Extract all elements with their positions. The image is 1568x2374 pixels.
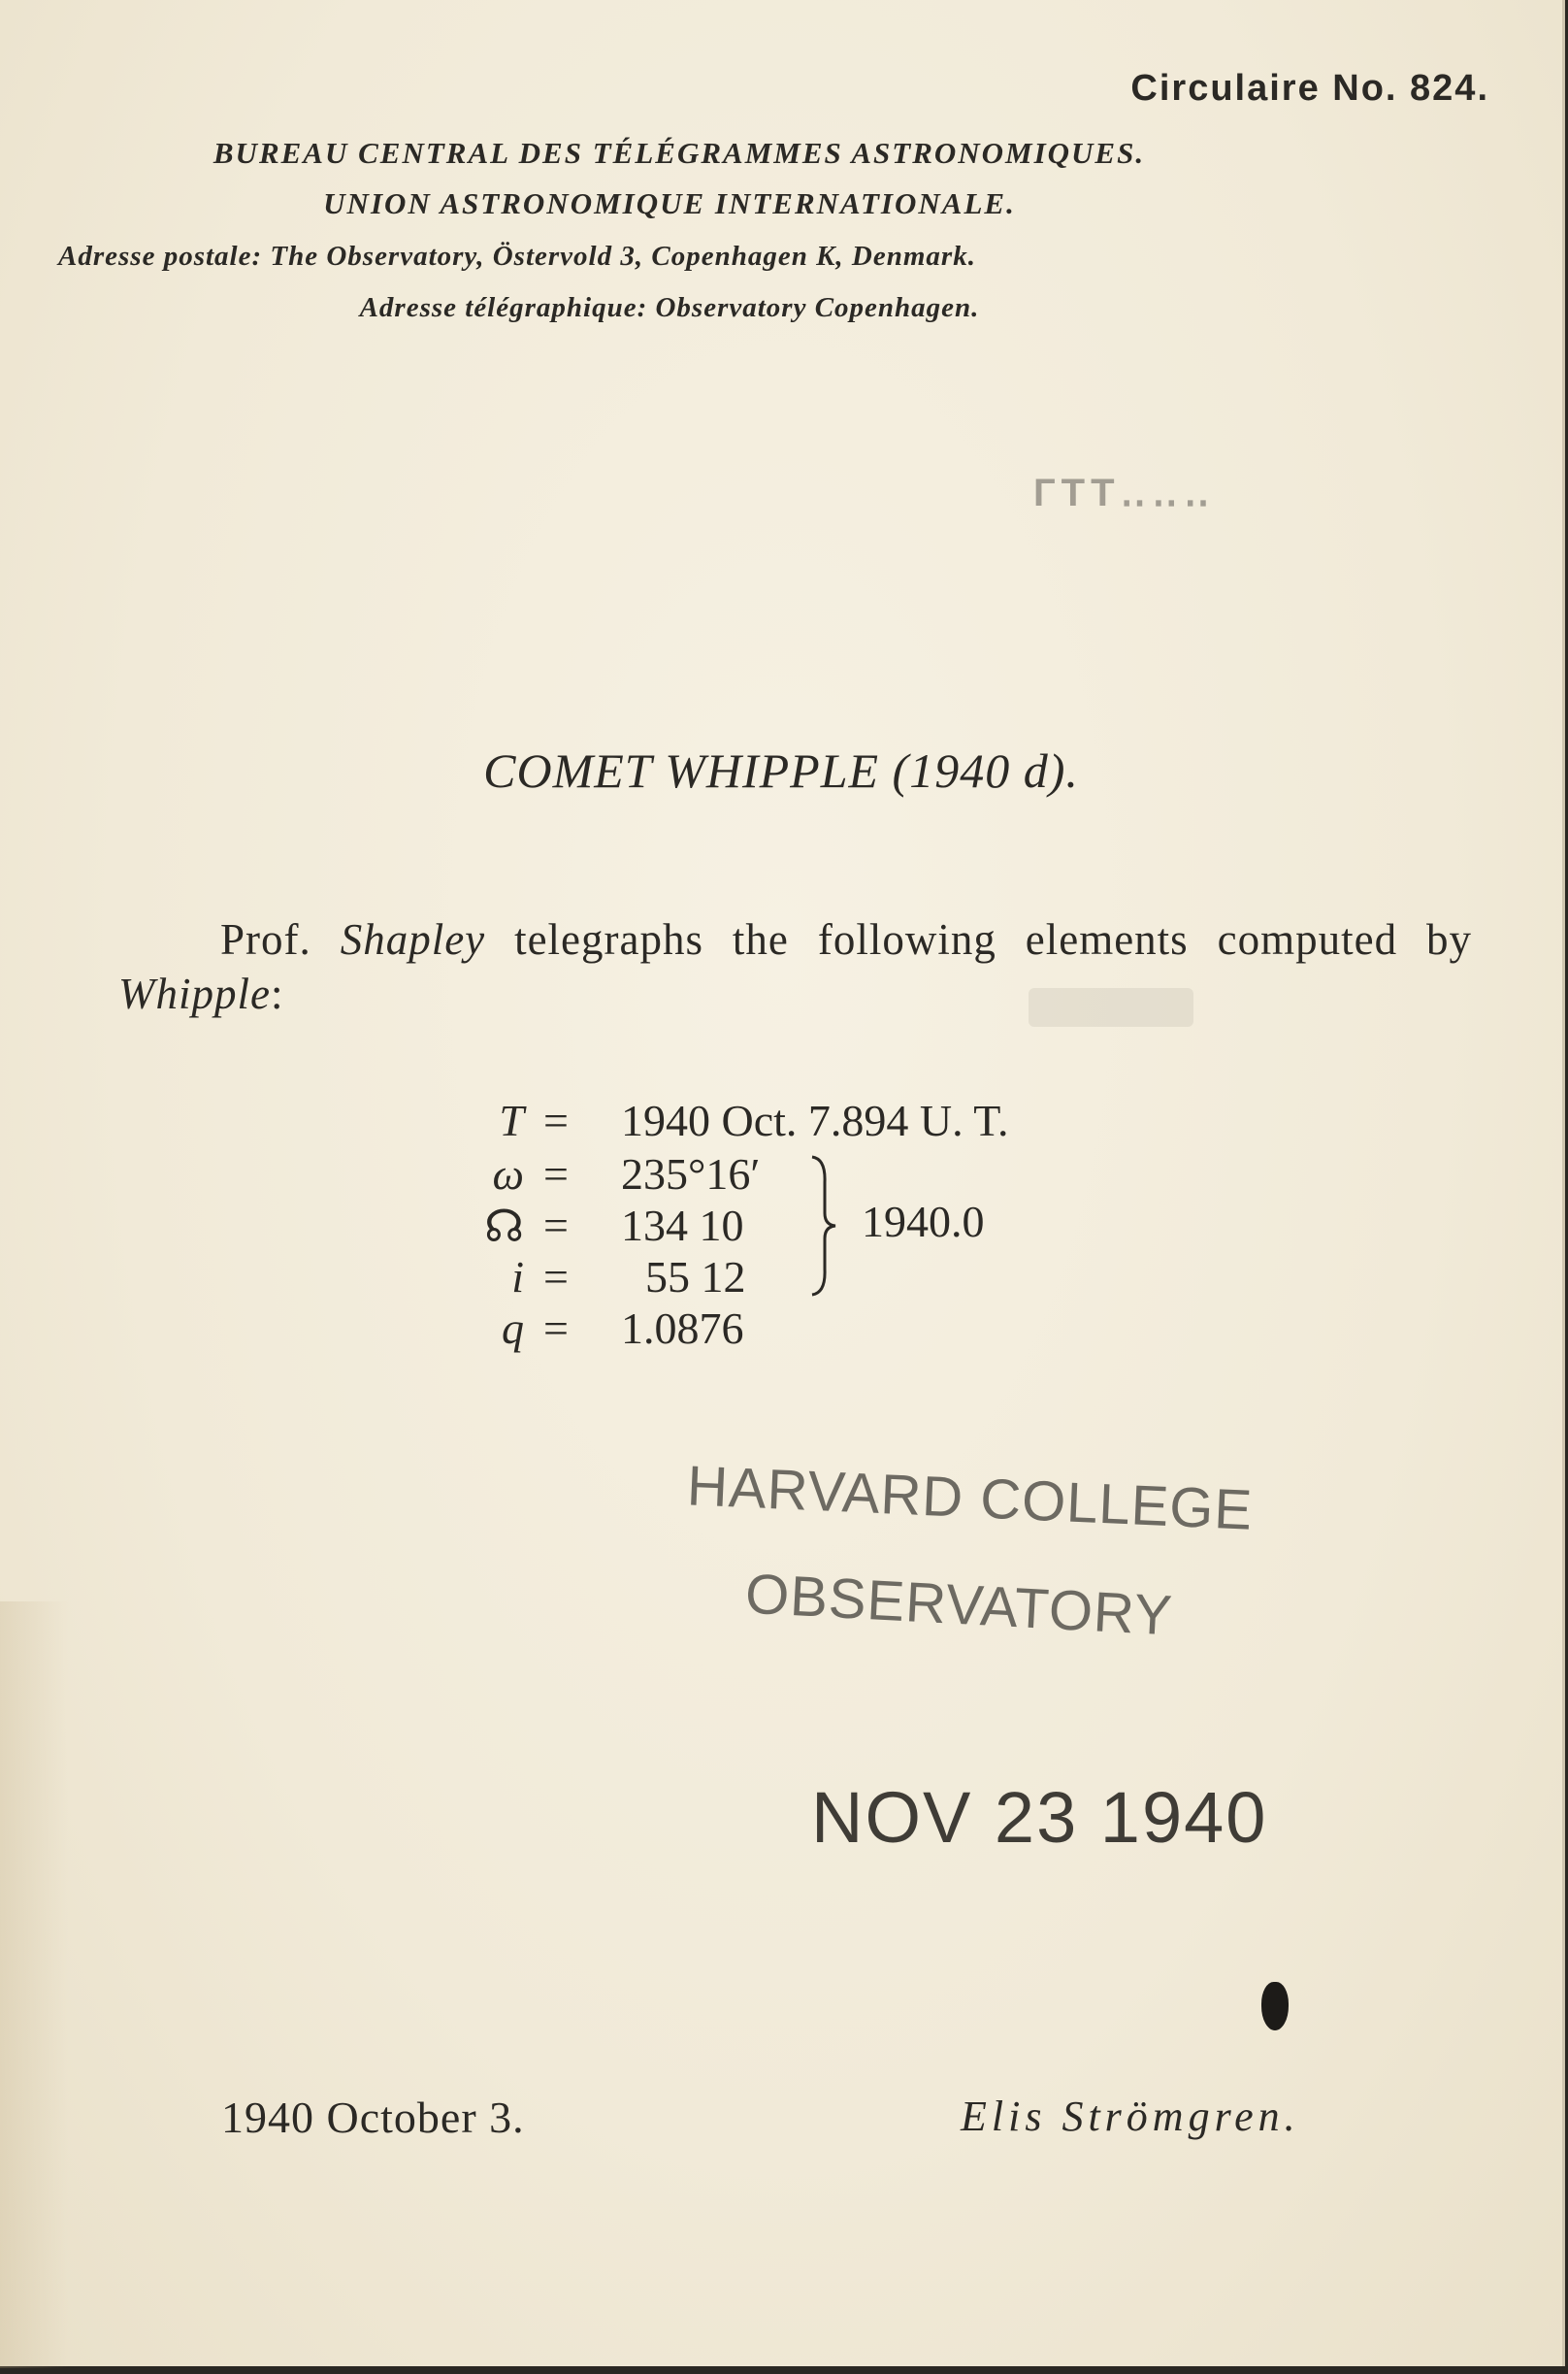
received-stamp-line1: HARVARD COLLEGE — [685, 1454, 1255, 1542]
body-suffix: : — [270, 970, 284, 1018]
received-stamp-line2: OBSERVATORY — [743, 1562, 1175, 1648]
element-value: 1.0876 — [621, 1303, 744, 1353]
element-equals: = — [543, 1252, 569, 1302]
body-name-whipple: Whipple — [118, 970, 271, 1018]
body-middle: telegraphs the following elements computed by — [514, 915, 1473, 964]
postal-address: Adresse postale: The Observatory, Östervold 3, Copenhagen K, Denmark. — [58, 241, 976, 272]
right-brace — [808, 1153, 837, 1299]
circular-number: Circulaire No. 824. — [1130, 68, 1489, 109]
element-value: 55 12 — [645, 1252, 746, 1302]
comet-title-text: COMET WHIPPLE (1940 d). — [483, 743, 1079, 798]
paper-stain — [0, 1601, 68, 2368]
element-symbol: q — [502, 1303, 524, 1353]
element-value: 235°16′ — [621, 1149, 761, 1199]
element-equals: = — [543, 1096, 569, 1145]
element-equals: = — [543, 1149, 569, 1199]
ink-blot — [1261, 1982, 1289, 2030]
element-equals: = — [543, 1303, 569, 1353]
issue-date: 1940 October 3. — [221, 2093, 525, 2142]
body-paragraph — [118, 912, 1472, 1021]
element-value: 134 10 — [621, 1201, 744, 1250]
element-symbol: ω — [492, 1149, 524, 1199]
element-symbol: i — [511, 1252, 524, 1302]
element-value: 1940 Oct. 7.894 U. T. — [621, 1096, 1009, 1145]
body-prefix: Prof. — [220, 915, 311, 964]
signature: Elis Strömgren. — [961, 2093, 1300, 2140]
received-stamp-date: NOV 23 1940 — [811, 1777, 1268, 1858]
comet-title — [0, 742, 1562, 799]
bureau-name: BUREAU CENTRAL DES TÉLÉGRAMMES ASTRONOMIQUES. — [212, 136, 1146, 170]
body-name-shapley: Shapley — [340, 915, 486, 964]
telegraphic-address: Adresse télégraphique: Observatory Copenhagen. — [359, 292, 980, 323]
element-equals: = — [543, 1201, 569, 1250]
union-name: UNION ASTRONOMIQUE INTERNATIONALE. — [323, 186, 1016, 220]
faint-stamp-mark: ГТТ‥‥‥ — [1033, 472, 1216, 514]
epoch-value: 1940.0 — [862, 1197, 985, 1246]
element-symbol: ☊ — [484, 1202, 524, 1251]
element-symbol: T — [499, 1096, 524, 1145]
